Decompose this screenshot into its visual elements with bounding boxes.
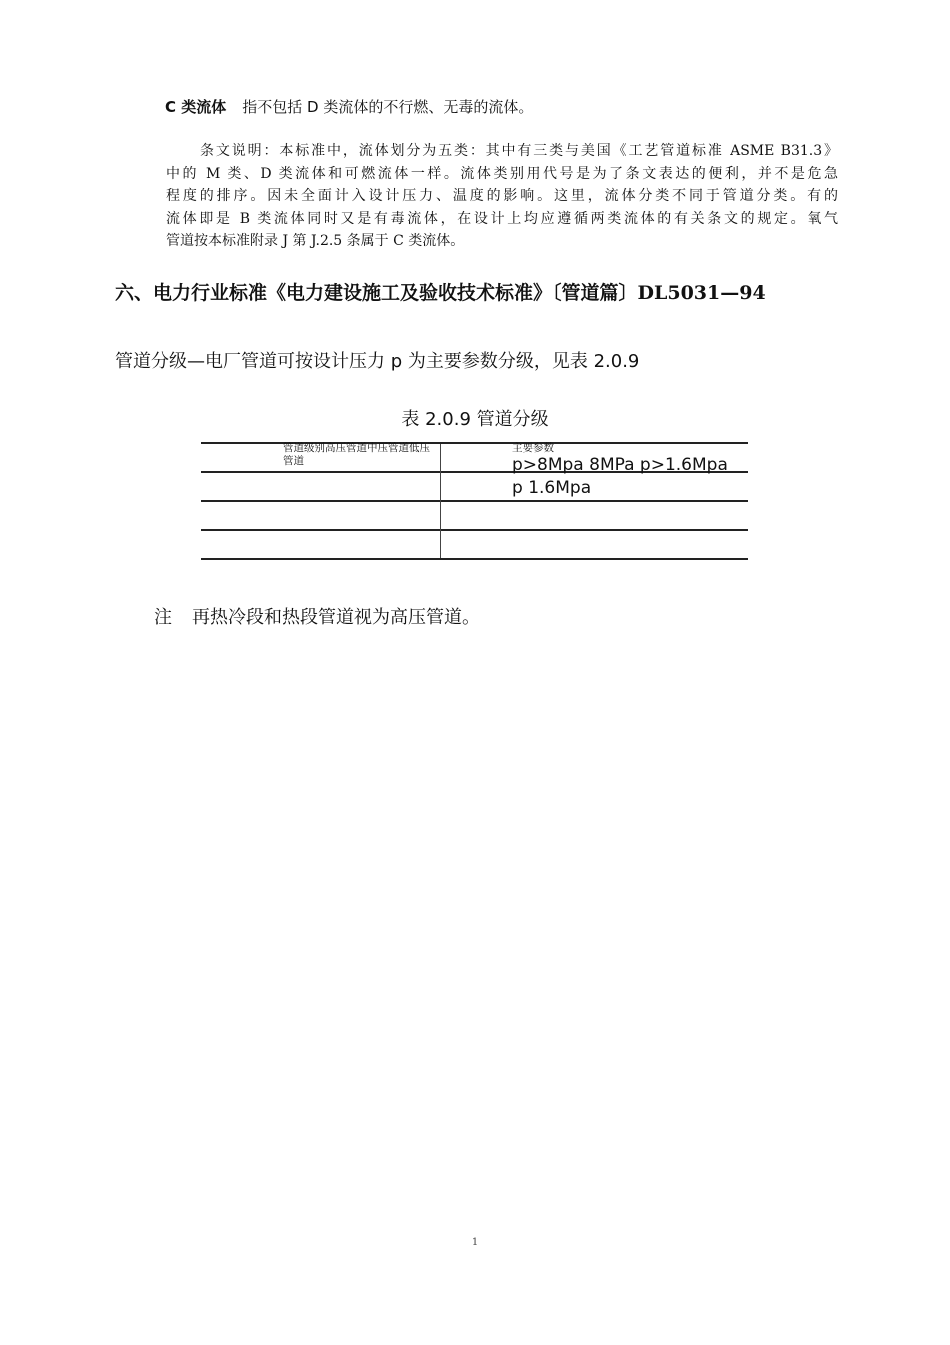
page-number: 1 bbox=[471, 1237, 479, 1248]
definition-text: 指不包括 D 类流体的不行燃、无毒的流体。 bbox=[242, 98, 534, 116]
table-rule bbox=[201, 558, 748, 560]
table-rule bbox=[201, 529, 748, 531]
heading-prefix: 六、电力行业标准《电力建设施工及验收技术标准》〔管道篇〕 bbox=[115, 282, 638, 304]
pipe-grade-table bbox=[201, 442, 748, 560]
definition-term: C 类流体 bbox=[165, 98, 227, 116]
table-caption: 表 2.0.9 管道分级 bbox=[401, 409, 549, 430]
fluid-definition bbox=[165, 96, 533, 117]
explanation-line: 流体即是 B 类流体同时又是有毒流体，在设计上均应遵循两类流体的有关条文的规定。氧气 bbox=[166, 210, 838, 227]
section-heading bbox=[115, 278, 766, 305]
standard-code: DL5031—94 bbox=[637, 282, 766, 304]
parameter-value: p>8Mpa 8MPa p>1.6Mpa bbox=[512, 455, 728, 475]
explanation-line: 程度的排序。因未全面计入设计压力、温度的影响。这里，流体分类不同于管道分类。有的 bbox=[166, 188, 838, 204]
grade-paragraph: 管道分级—电厂管道可按设计压力 p 为主要参数分级，见表 2.0.9 bbox=[115, 351, 640, 372]
table-parameter-values bbox=[512, 454, 728, 500]
table-column-divider bbox=[440, 444, 441, 558]
clause-explanation bbox=[166, 140, 838, 253]
table-rule bbox=[201, 500, 748, 502]
note-text: 再热冷段和热段管道视为高压管道。 bbox=[192, 607, 480, 628]
table-note bbox=[154, 603, 480, 629]
explanation-line: 条文说明：本标准中，流体划分为五类：其中有三类与美国《工艺管道标准 ASME B31.3》 bbox=[200, 143, 838, 159]
table-header-parameter: 主要参数 bbox=[512, 442, 554, 454]
table-header-grade: 管道级别高压管道中压管道低压管道 bbox=[283, 442, 430, 467]
parameter-value: p 1.6Mpa bbox=[512, 478, 592, 498]
explanation-line: 中的 M 类、D 类流体和可燃流体一样。流体类别用代号是为了条文表达的便利，并不是危急 bbox=[166, 165, 838, 182]
explanation-line: 管道按本标准附录 J 第 J.2.5 条属于 C 类流体。 bbox=[166, 233, 465, 249]
note-label: 注 bbox=[154, 607, 172, 628]
